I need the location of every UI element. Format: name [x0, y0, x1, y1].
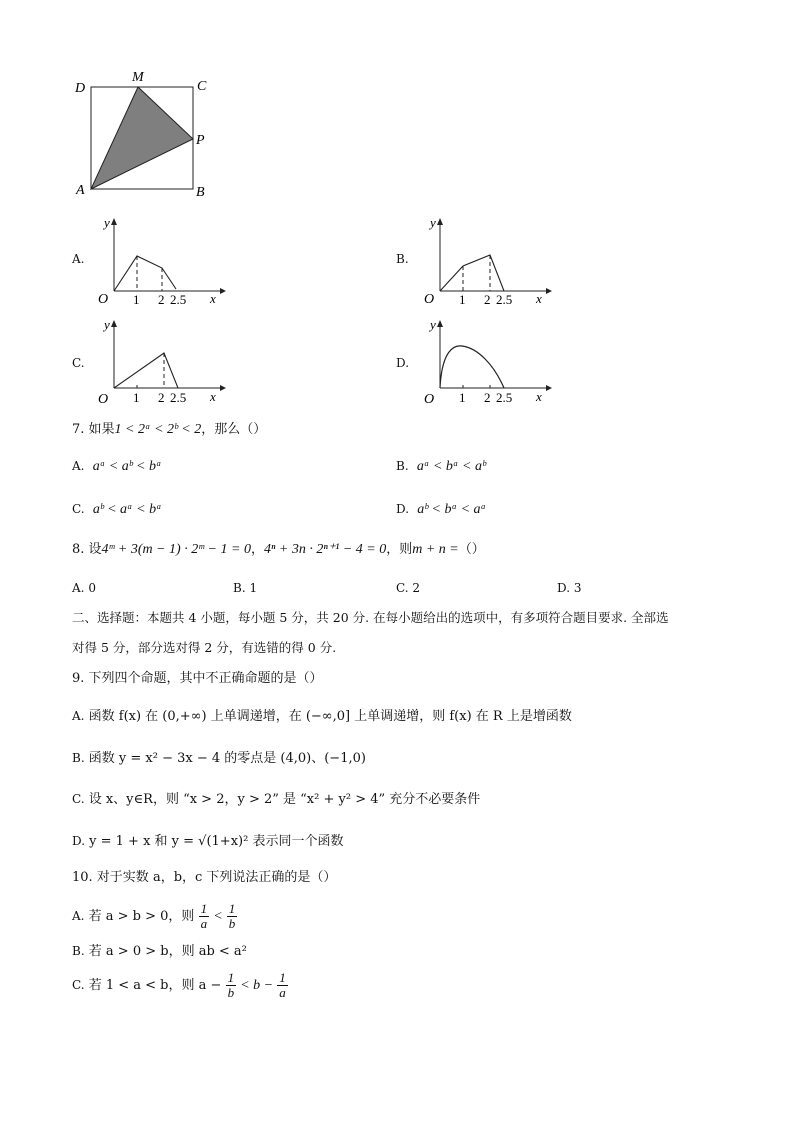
svg-text:2.5: 2.5	[496, 390, 513, 405]
label-c: C	[197, 79, 207, 94]
svg-text:x: x	[210, 291, 216, 305]
q6-option-d-label: D.	[396, 356, 410, 370]
svg-text:O: O	[98, 292, 109, 305]
q6-option-a-label: A.	[72, 252, 85, 266]
q6-graph-c	[92, 315, 227, 407]
fraction-1-over-a: $\frac{1}{a}$	[200, 901, 208, 931]
svg-text:x: x	[536, 291, 542, 305]
q9-stem: 9. 下列四个命题，其中不正确命题的是（）	[72, 671, 323, 686]
label-p: P	[196, 133, 205, 148]
svg-text:2: 2	[158, 292, 165, 305]
q6-graph-b	[418, 213, 553, 305]
svg-text:y: y	[104, 317, 110, 332]
svg-text:O: O	[98, 392, 109, 407]
q10-stem: 10. 对于实数 a，b，c 下列说法正确的是（）	[72, 870, 337, 885]
q6-graph-a	[92, 213, 227, 305]
graph-b-curve	[440, 255, 504, 291]
q7-condition: 1 < 2ᵃ < 2ᵇ < 2	[114, 422, 202, 437]
square-figure	[70, 66, 220, 201]
svg-text:1: 1	[459, 390, 466, 405]
svg-text:y: y	[430, 215, 436, 230]
graph-d-curve	[440, 346, 504, 388]
svg-text:2.5: 2.5	[170, 390, 187, 405]
section2-instructions-line2: 对得 5 分，部分选对得 2 分，有选错的得 0 分.	[72, 640, 337, 655]
graph-a-curve	[114, 256, 176, 291]
q7-option-b: B. aᵃ < bᵃ < aᵇ	[396, 459, 486, 474]
fraction-1-over-b: $\frac{1}{b}$	[227, 970, 235, 1000]
q6-option-b-label: B.	[396, 252, 409, 266]
label-m: M	[132, 70, 144, 85]
svg-text:1: 1	[133, 292, 140, 305]
q8-option-c: C. 2	[396, 581, 421, 595]
q7-option-a: A. aᵃ < aᵇ < bᵃ	[72, 459, 162, 474]
q10-option-b: B. 若 a > 0 > b，则 ab < a²	[72, 944, 247, 959]
q8-stem: 8. 设4ᵐ + 3(m − 1) · 2ᵐ − 1 = 0，4ⁿ + 3n · 2ⁿ⁺¹ − 4 = 0，则m + n =（）	[72, 542, 485, 557]
label-b: B	[196, 185, 205, 200]
q6-graph-d	[418, 315, 553, 407]
svg-text:2.5: 2.5	[170, 292, 187, 305]
q10-option-c: C. 若 1 < a < b，则 a − $\frac{1}{b}$ < b − $\frac{1}{a}$	[72, 970, 286, 1000]
svg-text:2: 2	[158, 390, 165, 405]
shaded-triangle-amp	[91, 87, 193, 189]
svg-text:y: y	[104, 215, 110, 230]
q7-stem: 7. 如果1 < 2ᵃ < 2ᵇ < 2，那么（）	[72, 422, 267, 437]
svg-text:2: 2	[484, 292, 491, 305]
q6-option-c-label: C.	[72, 356, 85, 370]
q7-option-d: D. aᵇ < bᵃ < aᵃ	[396, 502, 487, 517]
q8-option-d: D. 3	[557, 581, 582, 595]
svg-text:1: 1	[459, 292, 466, 305]
fraction-1-over-b: $\frac{1}{b}$	[228, 901, 236, 931]
q10-option-a: A. 若 a > b > 0，则 $\frac{1}{a}$ < $\frac{1}{b}$	[72, 901, 236, 931]
svg-text:1: 1	[133, 390, 140, 405]
graph-c-curve	[114, 353, 178, 388]
svg-text:2.5: 2.5	[496, 292, 513, 305]
q8-option-b: B. 1	[233, 581, 258, 595]
q8-option-a: A. 0	[72, 581, 96, 595]
q7-option-c: C. aᵇ < aᵃ < bᵃ	[72, 502, 162, 517]
q9-option-b: B. 函数 y = x² − 3x − 4 的零点是 (4,0)、(−1,0)	[72, 751, 366, 766]
svg-text:O: O	[424, 392, 435, 407]
svg-text:O: O	[424, 292, 435, 305]
svg-text:x: x	[536, 389, 542, 404]
fraction-1-over-a: $\frac{1}{a}$	[279, 970, 286, 1000]
section2-instructions-line1: 二、选择题：本题共 4 小题，每小题 5 分，共 20 分. 在每小题给出的选项中，有多项符合题目要求. 全部选	[72, 610, 669, 625]
svg-text:2: 2	[484, 390, 491, 405]
q9-option-c: C. 设 x、y∈R，则 “x > 2，y > 2” 是 “x² + y² > 4” 充分不必要条件	[72, 792, 481, 807]
label-a: A	[76, 183, 85, 198]
svg-text:x: x	[210, 389, 216, 404]
svg-text:y: y	[430, 317, 436, 332]
q9-option-d: D. y = 1 + x 和 y = √(1+x)² 表示同一个函数	[72, 834, 344, 849]
label-d: D	[75, 81, 86, 96]
q9-option-a: A. 函数 f(x) 在 (0,+∞) 上单调递增，在 (−∞,0] 上单调递增，则 f(x) 在 R 上是增函数	[72, 709, 572, 724]
